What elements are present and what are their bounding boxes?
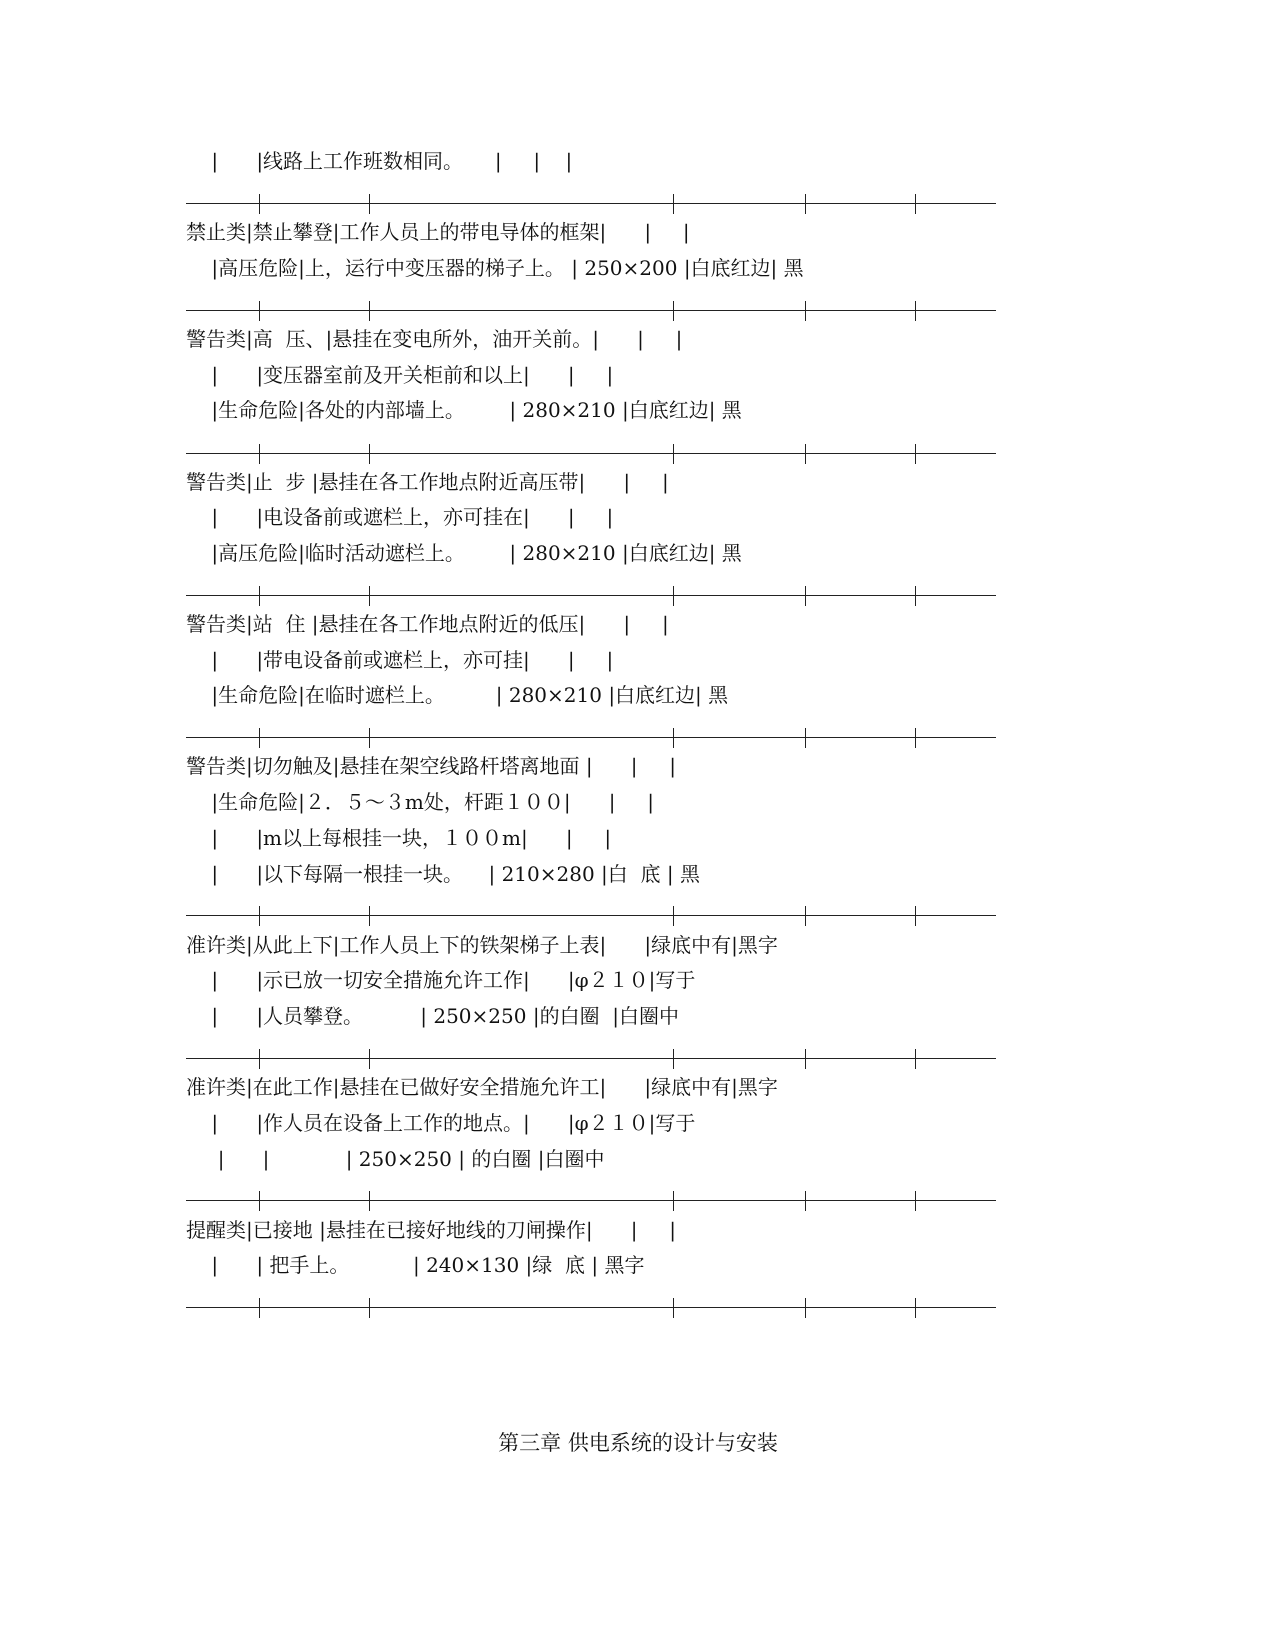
table-line: 警告类|切勿触及|悬挂在架空线路杆塔离地面 | | | [186,754,676,778]
table-line: | | | 250×250 | 的白圈 |白圈中 [186,1147,605,1171]
table-line: 禁止类|禁止攀登|工作人员上的带电导体的框架| | | [186,220,690,244]
table-line: | | 把手上。 | 240×130 |绿 底 | 黑字 [186,1253,645,1277]
table-line: | |人员攀登。 | 250×250 |的白圈 |白圈中 [186,1004,680,1028]
table-line: 警告类|站 住 |悬挂在各工作地点附近的低压| | | [186,612,669,636]
chapter-title: 第三章 供电系统的设计与安装 [498,1431,778,1455]
table-line: |高压危险|临时活动遮栏上。 | 280×210 |白底红边| 黑 [186,541,742,565]
row-separator [186,906,996,926]
row-separator [186,301,996,321]
row-separator [186,1049,996,1069]
table-line: |高压危险|上，运行中变压器的梯子上。 | 250×200 |白底红边| 黑 [186,256,804,280]
table-line: | |m以上每根挂一块，１００m| | | [186,826,612,850]
table-line: 警告类|高 压、|悬挂在变电所外，油开关前。| | | [186,327,683,351]
table-line: | |示已放一切安全措施允许工作| |φ２１０|写于 [186,968,696,992]
row-separator [186,194,996,214]
table-line: | |带电设备前或遮栏上，亦可挂| | | [186,648,614,672]
table-line: | |变压器室前及开关柜前和以上| | | [186,363,614,387]
table-line: | |作人员在设备上工作的地点。| |φ２１０|写于 [186,1111,696,1135]
row-separator [186,444,996,464]
table-line: 警告类|止 步 |悬挂在各工作地点附近高压带| | | [186,470,669,494]
table-line: | |线路上工作班数相同。 | | | [186,149,573,173]
row-separator [186,1191,996,1211]
table-line: |生命危险|在临时遮栏上。 | 280×210 |白底红边| 黑 [186,683,729,707]
table-line: | |电设备前或遮栏上，亦可挂在| | | [186,505,614,529]
table-line: |生命危险|各处的内部墙上。 | 280×210 |白底红边| 黑 [186,398,742,422]
row-separator [186,586,996,606]
table-line: |生命危险|２．５～３m处，杆距１００| | | [186,790,655,814]
table-line: 准许类|从此上下|工作人员上下的铁架梯子上表| |绿底中有|黑字 [186,933,778,957]
table-line: | |以下每隔一根挂一块。 | 210×280 |白 底 | 黑 [186,862,700,886]
row-separator [186,728,996,748]
table-line: 准许类|在此工作|悬挂在已做好安全措施允许工| |绿底中有|黑字 [186,1075,778,1099]
table-line: 提醒类|已接地 |悬挂在已接好地线的刀闸操作| | | [186,1218,676,1242]
row-separator [186,1298,996,1318]
